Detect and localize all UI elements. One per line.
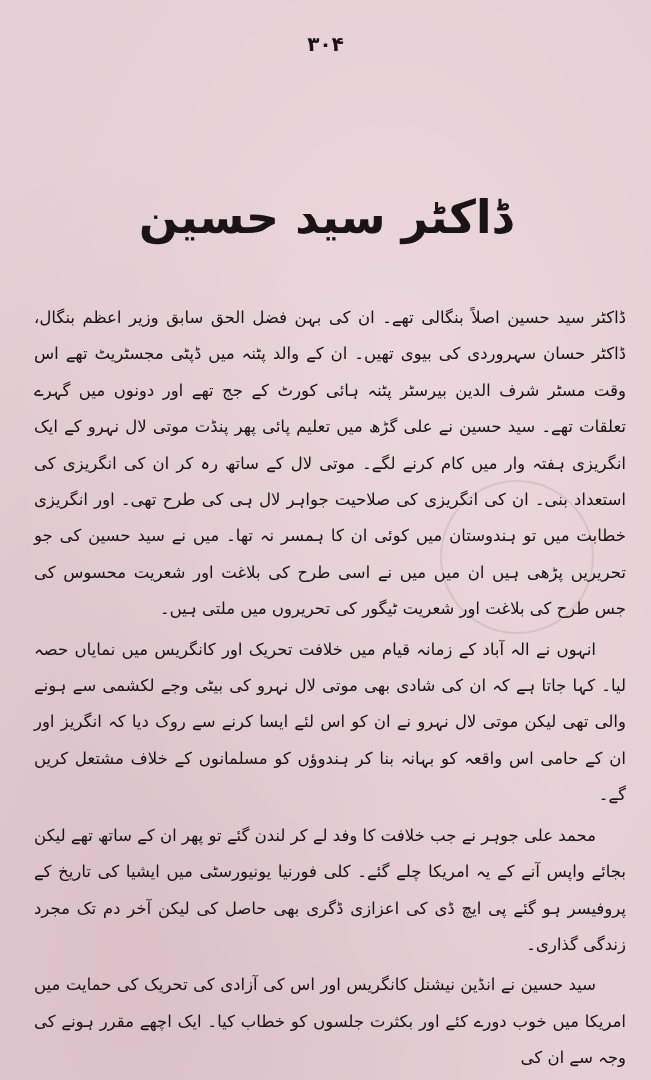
- paragraph-2: انہوں نے الہ آباد کے زمانہ قیام میں خلافت تحریک اور کانگریس میں نمایاں حصہ لیا۔ کہا جاتا ہے کہ ان کی شادی بھی موتی لال نہرو کی بیٹی وجے لکشمی سے ہونے والی تھی لیکن موتی لال نہرو نے ان کو اس لئے ایسا کرنے سے روک دیا کہ انگریز اور ان کے حامی اس واقعہ کو بہانہ بنا کر ہندوؤں کو مسلمانوں کے خلاف مشتعل کریں گے۔: [34, 639, 626, 805]
- paragraph-1: ڈاکٹر سید حسین اصلاً بنگالی تھے۔ ان کی بہن فضل الحق سابق وزیر اعظم بنگال، ڈاکٹر حسان سہروردی کی بیوی تھیں۔ ان کے والد پٹنہ میں ڈپٹی مجسٹریٹ تھے اس وقت مسٹر شرف الدین بیرسٹر پٹنہ ہائی کورٹ کے جج تھے اور دونوں میں گہرے تعلقات تھے۔ سید حسین نے علی گڑھ میں تعلیم پائی پھر پنڈت موتی لال نہرو کے ایک انگریزی ہفتہ وار میں کام کرنے لگے۔ موتی لال کے ساتھ رہ کر ان کی انگریزی کی استعداد بنی۔ ان کی انگریزی کی صلاحیت جواہر لال ہی کی طرح تھی۔ اور انگریزی خطابت میں تو ہندوستان میں کوئی ان کا ہمسر نہ تھا۔ میں نے سید حسین کی جو تحریریں پڑھی ہیں ان میں میں نے اسی طرح کی بلاغت اور شعریت محسوس کی جس طرح کی بلاغت اور شعریت ٹیگور کی تحریروں میں ملتی ہیں۔: [34, 308, 626, 619]
- paragraph-3: محمد علی جوہر نے جب خلافت کا وفد لے کر لندن گئے تو پھر ان کے ساتھ تھے لیکن بجائے واپس آنے کے یہ امریکا چلے گئے۔ کلی فورنیا یونیورسٹی میں ایشیا کی تاریخ کے پروفیسر ہو گئے پی ایچ ڈی کی اعزازی ڈگری بھی حاصل کی لیکن آخر دم تک مجرد زندگی گذاری۔: [34, 825, 626, 954]
- body-text: [34, 300, 626, 1077]
- paragraph-4: سید حسین نے انڈین نیشنل کانگریس اور اس کی آزادی کی تحریک کی حمایت میں امریکا میں خوب دورے کئے اور بکثرت جلسوں کو خطاب کیا۔ ایک اچھے مقرر ہونے کی وجہ سے ان کی: [34, 975, 626, 1068]
- page-number: ۳۰۴: [307, 32, 344, 56]
- chapter-title: ڈاکٹر سید حسین: [138, 190, 513, 244]
